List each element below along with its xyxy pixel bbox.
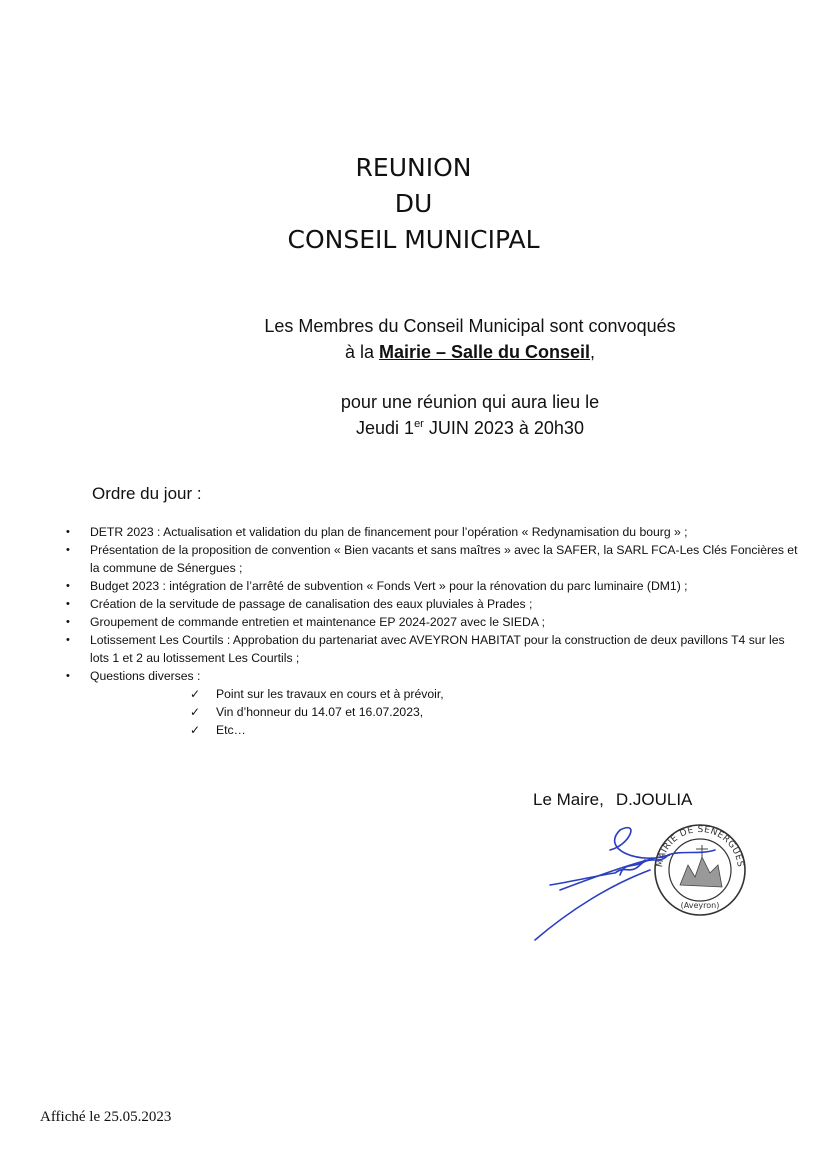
date-ordinal: er [414,418,424,430]
convocation-suffix: , [590,342,596,362]
bullet-icon: • [66,580,70,592]
signature-and-stamp [500,815,770,955]
agenda-item [60,667,800,739]
agenda-item [60,523,800,541]
sub-item-text: Point sur les travaux en cours et à prévoir, [216,687,444,701]
bullet-icon: • [66,634,70,646]
official-stamp-icon [655,825,745,915]
title-line-3: CONSEIL MUNICIPAL [287,225,540,254]
meeting-intro: pour une réunion qui aura lieu le [340,392,600,412]
agenda-item-text: Lotissement Les Courtils : Approbation du partenariat avec AVEYRON HABITAT pour la construction de deux pavillons T4 sur les lots 1 et 2 au lotissement Les Courtils ; [90,633,785,665]
sub-item-text: Vin d’honneur du 14.07 et 16.07.2023, [216,705,424,719]
meeting-date [150,415,790,441]
agenda-item-text: Questions diverses : [90,669,201,683]
date-suffix: JUIN 2023 à 20h30 [423,418,584,438]
sub-item [190,721,800,739]
sub-item [190,703,800,721]
bullet-icon: • [66,616,70,628]
svg-text:MAIRIE DE SENERGUES [655,825,745,868]
convocation-block [150,313,790,365]
sub-item-text: Etc… [216,723,246,737]
agenda-item-text: Groupement de commande entretien et maintenance EP 2024-2027 avec le SIEDA ; [90,615,546,629]
bullet-icon: • [66,526,70,538]
document-title [0,150,827,258]
date-prefix: Jeudi 1 [356,418,415,438]
agenda-item [60,631,800,667]
title-line-2: DU [394,189,433,218]
bullet-icon: • [66,598,70,610]
checkmark-icon: ✓ [190,705,201,719]
stamp-bottom-text: (Aveyron) [680,901,720,910]
signatory [533,788,692,812]
convocation-line-2 [150,339,790,365]
checkmark-icon: ✓ [190,723,201,737]
convocation-line-1: Les Membres du Conseil Municipal sont convoqués [264,316,676,336]
meeting-time-block [150,389,790,441]
agenda-heading: Ordre du jour : [92,484,202,503]
sub-item [190,685,800,703]
questions-sublist [90,685,800,739]
stamp-top-text: MAIRIE DE SENERGUES [654,824,745,868]
agenda-list [60,523,800,739]
agenda-item [60,613,800,631]
signatory-role: Le Maire, [533,790,604,809]
meeting-place: Mairie – Salle du Conseil [378,342,591,362]
posting-date: Affiché le 25.05.2023 [40,1109,172,1125]
agenda-item-text: DETR 2023 : Actualisation et validation du plan de financement pour l’opération « Redynamisation du bourg » ; [90,525,688,539]
agenda-item [60,577,800,595]
agenda-item-text: Budget 2023 : intégration de l’arrêté de subvention « Fonds Vert » pour la rénovation du parc luminaire (DM1) ; [90,579,688,593]
convocation-prefix: à la [344,342,379,362]
agenda-item [60,595,800,613]
bullet-icon: • [66,544,70,556]
agenda-item [60,541,800,577]
agenda-item-text: Présentation de la proposition de convention « Bien vacants et sans maîtres » avec la SAFER, la SARL FCA-Les Clés Foncières et la commune de Sénergues ; [90,543,798,575]
checkmark-icon: ✓ [190,687,201,701]
bullet-icon: • [66,670,70,682]
agenda-item-text: Création de la servitude de passage de canalisation des eaux pluviales à Prades ; [90,597,533,611]
signatory-name: D.JOULIA [615,790,693,809]
title-line-1: REUNION [355,153,472,182]
